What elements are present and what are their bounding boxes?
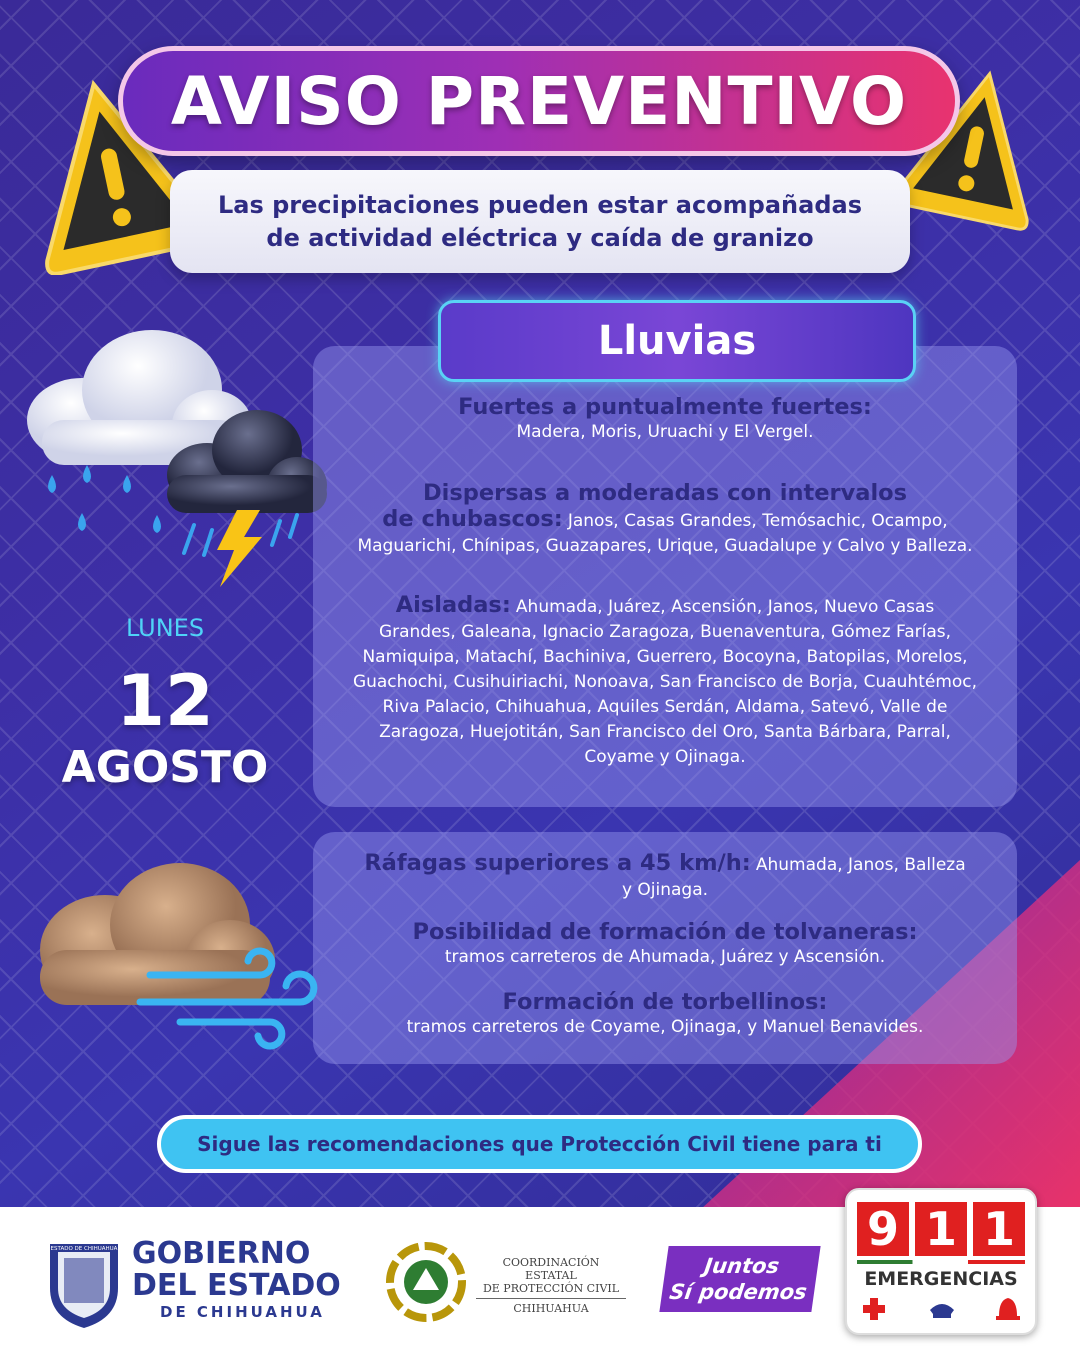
section-text: tramos carreteros de Coyame, Ojinaga, y Manuel Benavides. [406, 1017, 924, 1037]
section-text: Grandes, Galeana, Ignacio Zaragoza, Buenaventura, Gómez Farías, Namiquipa, Matachí, Bachiniva, Guerrero, Bocoyna, Batopilas, Morelos, Guachochi, Cusihuiriachi, Nonoava, San Francisco de Borja, Cuauhtémoc, Riva Palacio, Chihuahua, Aquiles Serdán, Aldama, Satevó, Valle de Zaragoza, Huejotitán, San Francisco del Oro, Santa Bárbara, Parral, Coyame y Ojinaga. [352, 622, 978, 767]
gobierno-title [132, 1238, 341, 1302]
section-text: Maguarichi, Chínipas, Guazapares, Urique, Guadalupe y Calvo y Balleza. [357, 536, 973, 556]
gobierno-state: DE CHIHUAHUA [160, 1303, 325, 1321]
section-text: Janos, Casas Grandes, Temósachic, Ocampo, [567, 511, 948, 531]
emergency-911-badge [845, 1188, 1037, 1335]
police-cap-icon [927, 1298, 957, 1320]
flag-stripe [857, 1260, 1025, 1264]
rain-heading-pill [438, 300, 916, 382]
section-text: Ahumada, Janos, Balleza [755, 855, 966, 875]
section-text: Ahumada, Juárez, Ascensión, Janos, Nuevo Casas [515, 597, 935, 617]
red-cross-icon [861, 1296, 887, 1322]
rain-card [313, 346, 1017, 807]
juntos-line1: Juntos [702, 1254, 781, 1278]
subtitle-text: Las precipitaciones pueden estar acompañadas de actividad eléctrica y caída de granizo [218, 190, 862, 252]
state-seal-logo [44, 1238, 124, 1330]
section-title: Ráfagas superiores a 45 km/h: [364, 850, 751, 876]
cepc-line1: COORDINACIÓN ESTATAL [502, 1256, 600, 1282]
recommendation-button[interactable] [157, 1115, 922, 1173]
gobierno-line2: DEL ESTADO [132, 1268, 341, 1303]
emergency-digit: 1 [915, 1202, 967, 1256]
section-title: Aisladas: [395, 592, 511, 618]
wind-section-gusts [313, 850, 1017, 903]
section-title: Posibilidad de formación de tolvaneras: [412, 919, 918, 945]
proteccion-civil-logo [386, 1242, 466, 1322]
month-label: AGOSTO [61, 742, 269, 793]
storm-cloud-icon [22, 325, 332, 595]
section-title: Dispersas a moderadas con intervalos [422, 480, 908, 506]
section-text: tramos carreteros de Ahumada, Juárez y Ascensión. [444, 947, 886, 967]
section-title: de chubascos: [382, 506, 563, 532]
subtitle-box [170, 170, 910, 273]
page-title: AVISO PREVENTIVO [170, 62, 908, 140]
rain-section-isolated [313, 592, 1017, 770]
gobierno-line1: GOBIERNO [132, 1236, 311, 1271]
rain-section-strong [313, 394, 1017, 445]
title-banner [118, 46, 960, 156]
dust-wind-icon [30, 840, 330, 1070]
cta-text: Sigue las recomendaciones que Protección Civil tiene para ti [197, 1132, 882, 1156]
juntos-logo [659, 1246, 820, 1312]
wind-card [313, 832, 1017, 1064]
day-number: 12 [116, 660, 214, 742]
weekday-label: LUNES [125, 614, 205, 642]
rain-section-scattered [313, 480, 1017, 559]
emergency-label: EMERGENCIAS [864, 1268, 1018, 1290]
emergency-digit: 9 [857, 1202, 909, 1256]
section-text: Madera, Moris, Uruachi y El Vergel. [516, 422, 814, 442]
emergency-digit: 1 [973, 1202, 1025, 1256]
wind-section-whirl [313, 989, 1017, 1040]
rain-heading: Lluvias [597, 318, 757, 364]
cepc-line2: DE PROTECCIÓN CIVIL [476, 1282, 626, 1299]
wind-section-dust [313, 919, 1017, 970]
cepc-line3: CHIHUAHUA [513, 1302, 589, 1315]
fire-helmet-icon [995, 1294, 1021, 1322]
cepc-text [476, 1256, 626, 1315]
section-text: y Ojinaga. [621, 880, 709, 900]
juntos-line2: Sí podemos [667, 1280, 809, 1304]
section-title: Formación de torbellinos: [502, 989, 828, 1015]
section-title: Fuertes a puntualmente fuertes: [458, 394, 872, 420]
seal-text: ESTADO DE CHIHUAHUA [50, 1246, 118, 1252]
